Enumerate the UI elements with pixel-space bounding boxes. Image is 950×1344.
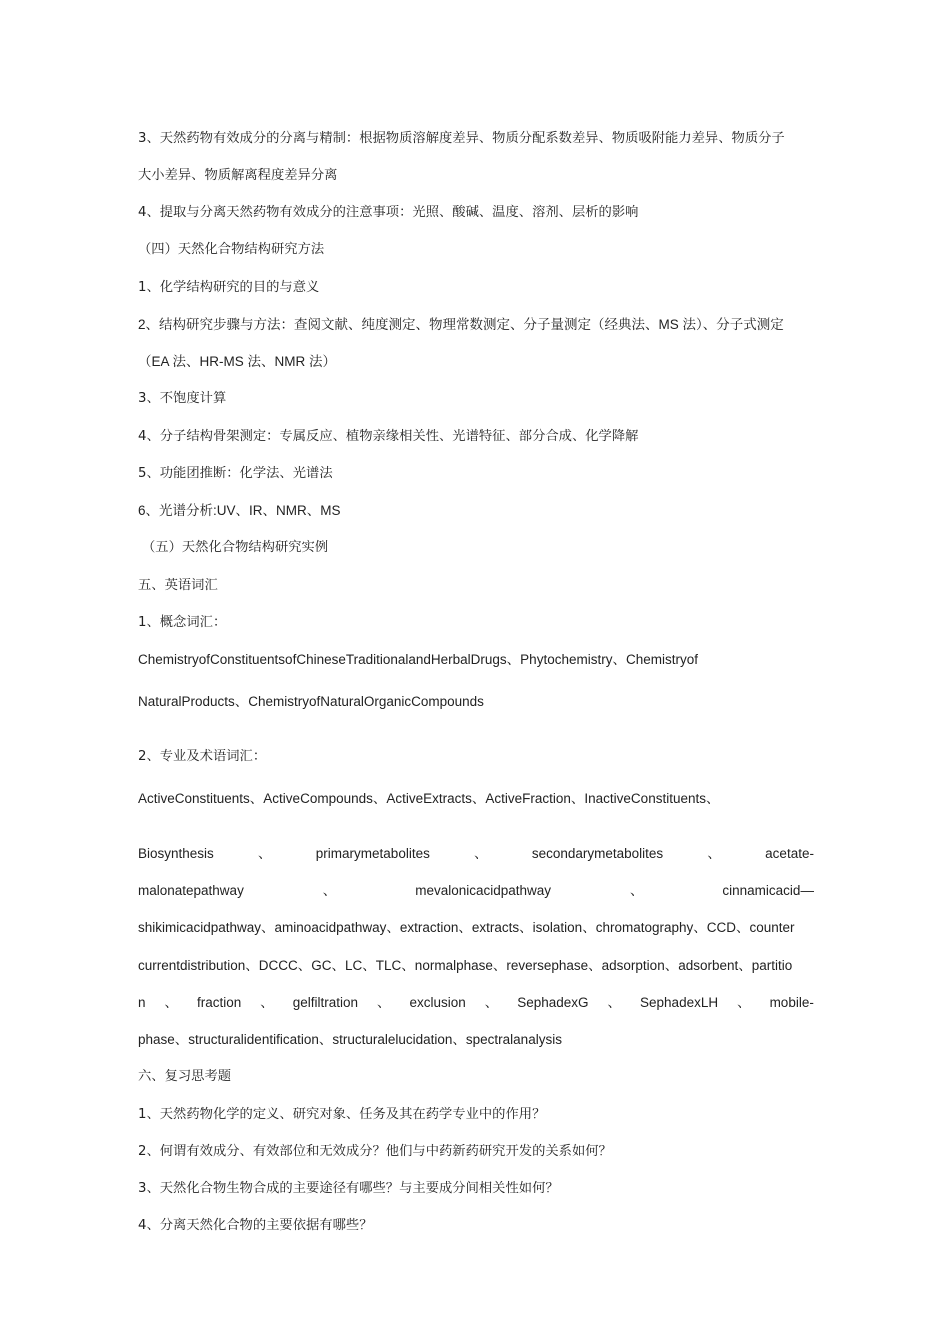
list-item-structure-steps-cont: （EA 法、HR-MS 法、NMR 法） <box>138 354 337 369</box>
term-vocab-line-5: currentdistribution、DCCC、GC、LC、TLC、normalphase、reversephase、adsorption、adsorbent、partitio <box>138 958 793 973</box>
term-word: cinnamicacid— <box>722 883 814 898</box>
list-item-spectral-analysis: 6、光谱分析:UV、IR、NMR、MS <box>138 503 341 518</box>
review-question-1: 1、天然药物化学的定义、研究对象、任务及其在药学专业中的作用？ <box>138 1107 546 1122</box>
term-word: primarymetabolites <box>315 846 430 861</box>
term-separator: 、 <box>322 883 337 898</box>
term-separator: 、 <box>607 995 622 1010</box>
review-question-4: 4、分离天然化合物的主要依据有哪些？ <box>138 1218 373 1233</box>
term-vocab-line-2 <box>138 845 814 863</box>
list-item-concept-vocab: 1、概念词汇： <box>138 615 227 630</box>
review-question-2: 2、何谓有效成分、有效部位和无效成分？他们与中药新药研究开发的关系如何？ <box>138 1144 612 1159</box>
term-separator: 、 <box>258 846 272 861</box>
list-item-term-vocab: 2、专业及术语词汇： <box>138 749 267 764</box>
review-question-3: 3、天然化合物生物合成的主要途径有哪些？与主要成分间相关性如何？ <box>138 1181 559 1196</box>
term-word: mobile- <box>769 995 814 1010</box>
term-word: acetate- <box>765 846 814 861</box>
term-separator: 、 <box>707 846 721 861</box>
term-word: secondarymetabolites <box>531 846 664 861</box>
list-item-structure-steps: 2、结构研究步骤与方法：查阅文献、纯度测定、物理常数测定、分子量测定（经典法、MS 法）、分子式测定 <box>138 317 784 332</box>
term-separator: 、 <box>474 846 488 861</box>
term-word: Biosynthesis <box>138 846 214 861</box>
paragraph-separation-methods: 3、天然药物有效成分的分离与精制：根据物质溶解度差异、物质分配系数差异、物质吸附能力差异、物质分子 <box>138 131 785 146</box>
list-item-structure-purpose: 1、化学结构研究的目的与意义 <box>138 280 320 295</box>
concept-vocab-line-1: ChemistryofConstituentsofChineseTraditionalandHerbalDrugs、Phytochemistry、Chemistryof <box>138 652 698 667</box>
term-separator: 、 <box>260 995 274 1010</box>
section-heading-english-vocab: 五、英语词汇 <box>138 578 218 593</box>
section-heading-structure-methods: （四）天然化合物结构研究方法 <box>138 242 325 257</box>
term-separator: 、 <box>377 995 391 1010</box>
term-word: SephadexLH <box>640 995 719 1010</box>
term-separator: 、 <box>629 883 644 898</box>
section-heading-review-questions: 六、复习思考题 <box>138 1069 232 1084</box>
list-item-skeleton: 4、分子结构骨架测定：专属反应、植物亲缘相关性、光谱特征、部分合成、化学降解 <box>138 429 639 444</box>
term-vocab-line-6 <box>138 994 814 1012</box>
term-vocab-line-3 <box>138 882 814 900</box>
term-word: malonatepathway <box>138 883 244 898</box>
term-separator: 、 <box>737 995 751 1010</box>
concept-vocab-line-2: NaturalProducts、ChemistryofNaturalOrganicCompounds <box>138 694 484 709</box>
term-word: fraction <box>196 995 242 1010</box>
list-item-unsaturation: 3、不饱度计算 <box>138 391 227 406</box>
term-vocab-line-1: ActiveConstituents、ActiveCompounds、ActiveExtracts、ActiveFraction、InactiveConstituents、 <box>138 791 720 806</box>
term-vocab-line-4: shikimicacidpathway、aminoacidpathway、extraction、extracts、isolation、chromatography、CCD、counter <box>138 920 795 935</box>
term-vocab-line-7: phase、structuralidentification、structuralelucidation、spectralanalysis <box>138 1032 562 1047</box>
term-word: SephadexG <box>517 995 589 1010</box>
list-item-functional-groups: 5、功能团推断：化学法、光谱法 <box>138 466 333 481</box>
paragraph-extraction-notes: 4、提取与分离天然药物有效成分的注意事项：光照、酸碱、温度、溶剂、层析的影响 <box>138 205 639 220</box>
term-separator: 、 <box>484 995 499 1010</box>
paragraph-separation-methods-cont: 大小差异、物质解离程度差异分离 <box>138 168 338 183</box>
term-word: exclusion <box>409 995 466 1010</box>
term-word: gelfiltration <box>292 995 359 1010</box>
section-heading-structure-examples: （五）天然化合物结构研究实例 <box>142 540 329 555</box>
term-word: mevalonicacidpathway <box>415 883 552 898</box>
term-word: n <box>138 995 146 1010</box>
term-separator: 、 <box>164 995 178 1010</box>
